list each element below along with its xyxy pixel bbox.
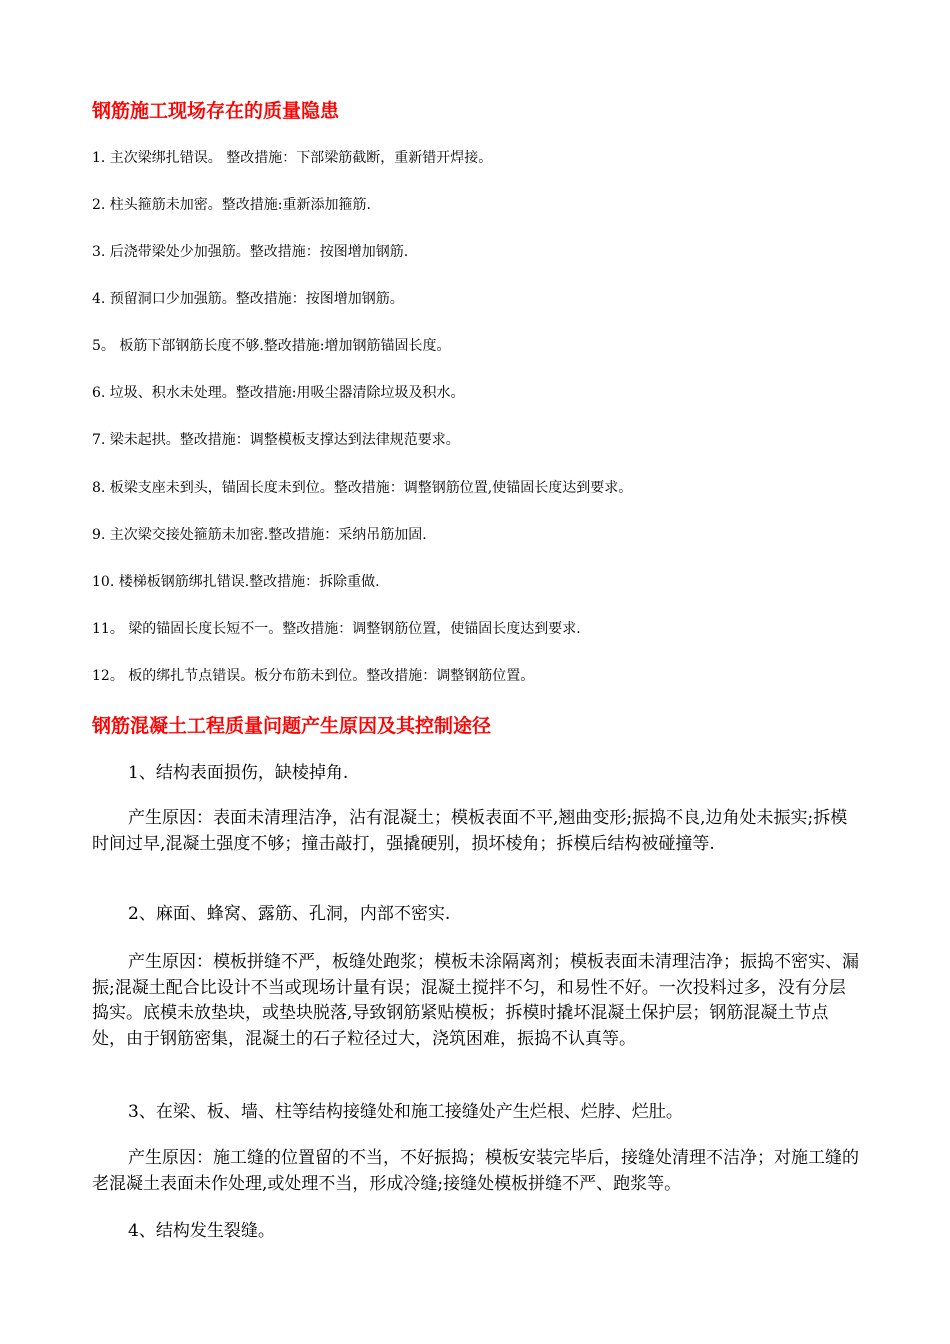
section-1-title: 钢筋施工现场存在的质量隐患 [92, 100, 340, 122]
list-item: 3. 后浇带梁处少加强筋。整改措施：按图增加钢筋. [92, 244, 409, 260]
list-item: 8. 板梁支座未到头，锚固长度未到位。整改措施：调整钢筋位置,使锚固长度达到要求。 [92, 480, 633, 496]
paragraph: 4、结构发生裂缝。 [128, 1221, 275, 1241]
list-item: 9. 主次梁交接处箍筋未加密.整改措施：采纳吊筋加固. [92, 527, 427, 543]
paragraph: 2、麻面、蜂窝、露筋、孔洞，内部不密实. [128, 904, 451, 924]
list-item: 4. 预留洞口少加强筋。整改措施：按图增加钢筋。 [92, 291, 404, 307]
list-item: 11。 梁的锚固长度长短不一。整改措施：调整钢筋位置，使锚固长度达到要求. [92, 621, 581, 637]
paragraph: 产生原因：模板拼缝不严，板缝处跑浆；模板未涂隔离剂；模板表面未清理洁净；振捣不密实、漏振;混凝土配合比设计不当或现场计量有误；混凝土搅拌不匀，和易性不好。一次投料过多，没有分层捣实。底模未放垫块，或垫块脱落,导致钢筋紧贴模板；拆模时撬坏混凝土保护层；钢筋混凝土节点处，由于钢筋密集，混凝土的石子粒径过大，浇筑困难，振捣不认真等。 [92, 952, 859, 1049]
list-item: 5。 板筋下部钢筋长度不够.整改措施:增加钢筋锚固长度。 [92, 338, 451, 354]
paragraph: 产生原因：表面未清理洁净，沾有混凝土；模板表面不平,翘曲变形;振捣不良,边角处未振实;拆模时间过早,混凝土强度不够；撞击敲打，强撬硬别，损坏棱角；拆模后结构被碰撞等. [92, 808, 848, 854]
list-item: 12。 板的绑扎节点错误。板分布筋未到位。整改措施：调整钢筋位置。 [92, 668, 535, 684]
paragraph: 产生原因：施工缝的位置留的不当，不好振捣；模板安装完毕后，接缝处清理不洁净；对施工缝的老混凝土表面未作处理,或处理不当，形成冷缝;接缝处模板拼缝不严、跑浆等。 [92, 1148, 859, 1194]
section-2-title: 钢筋混凝土工程质量问题产生原因及其控制途径 [92, 715, 492, 737]
list-item: 1. 主次梁绑扎错误。 整改措施：下部梁筋截断，重新错开焊接。 [92, 150, 493, 166]
list-item: 7. 梁未起拱。整改措施：调整模板支撑达到法律规范要求。 [92, 432, 460, 448]
list-item: 10. 楼梯板钢筋绑扎错误.整改措施：拆除重做. [92, 574, 380, 590]
paragraph: 3、在梁、板、墙、柱等结构接缝处和施工接缝处产生烂根、烂脖、烂肚。 [128, 1102, 683, 1122]
list-item: 2. 柱头箍筋未加密。整改措施:重新添加箍筋. [92, 197, 371, 213]
list-item: 6. 垃圾、积水未处理。整改措施:用吸尘器清除垃圾及积水。 [92, 385, 465, 401]
paragraph: 1、结构表面损伤，缺棱掉角. [128, 763, 349, 783]
